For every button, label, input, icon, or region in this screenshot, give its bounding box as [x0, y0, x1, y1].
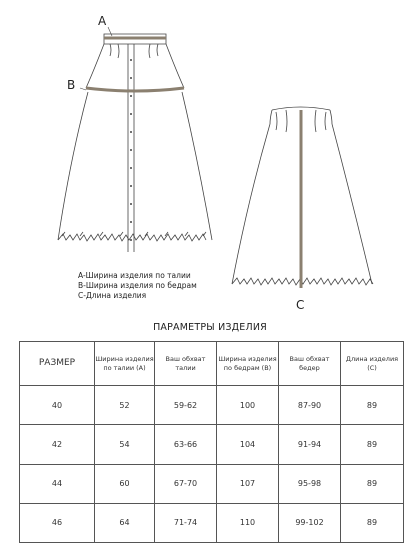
cell-waist-width: 54	[95, 425, 155, 464]
cell-waist-width: 64	[95, 503, 155, 542]
cell-size: 40	[20, 386, 95, 425]
cell-hip-width: 104	[217, 425, 279, 464]
cell-length: 89	[341, 503, 404, 542]
cell-size: 44	[20, 464, 95, 503]
cell-hip-width: 107	[217, 464, 279, 503]
table-header-row	[20, 342, 404, 386]
header-size: РАЗМЕР	[20, 342, 95, 386]
cell-length: 89	[341, 464, 404, 503]
placket-buttons	[130, 59, 132, 241]
cell-waist-width: 52	[95, 386, 155, 425]
cell-size: 46	[20, 503, 95, 542]
header-hip-width: Ширина изделия по бедрам (В)	[217, 342, 279, 386]
header-hip-girth: Ваш обхват бедер	[279, 342, 341, 386]
legend-item-a: A-Ширина изделия по талии	[78, 271, 191, 280]
label-c: C	[296, 298, 305, 312]
cell-waist-girth: 67-70	[155, 464, 217, 503]
front-skirt-sketch	[58, 34, 212, 252]
table-title: ПАРАМЕТРЫ ИЗДЕЛИЯ	[153, 322, 267, 333]
cell-length: 89	[341, 386, 404, 425]
cell-waist-girth: 71-74	[155, 503, 217, 542]
table-row	[20, 464, 404, 503]
table-row	[20, 425, 404, 464]
header-length: Длина изделия (С)	[341, 342, 404, 386]
header-waist-girth: Ваш обхват талии	[155, 342, 217, 386]
cell-hip-width: 100	[217, 386, 279, 425]
cell-hip-girth: 99-102	[279, 503, 341, 542]
table-row	[20, 503, 404, 542]
measure-line-b	[86, 88, 184, 91]
cell-hip-girth: 91-94	[279, 425, 341, 464]
cell-waist-width: 60	[95, 464, 155, 503]
measurement-legend	[78, 271, 197, 301]
cell-waist-girth: 63-66	[155, 425, 217, 464]
cell-waist-girth: 59-62	[155, 386, 217, 425]
label-b: B	[67, 78, 76, 92]
legend-item-c: C-Длина изделия	[78, 291, 147, 300]
label-a: A	[98, 14, 107, 28]
cell-size: 42	[20, 425, 95, 464]
cell-length: 89	[341, 425, 404, 464]
legend-item-b: B-Ширина изделия по бедрам	[78, 281, 197, 290]
cell-hip-girth: 87-90	[279, 386, 341, 425]
cell-hip-width: 110	[217, 503, 279, 542]
cell-hip-girth: 95-98	[279, 464, 341, 503]
table-row	[20, 386, 404, 425]
size-table	[19, 341, 404, 543]
header-waist-width: Ширина изделия по талии (А)	[95, 342, 155, 386]
